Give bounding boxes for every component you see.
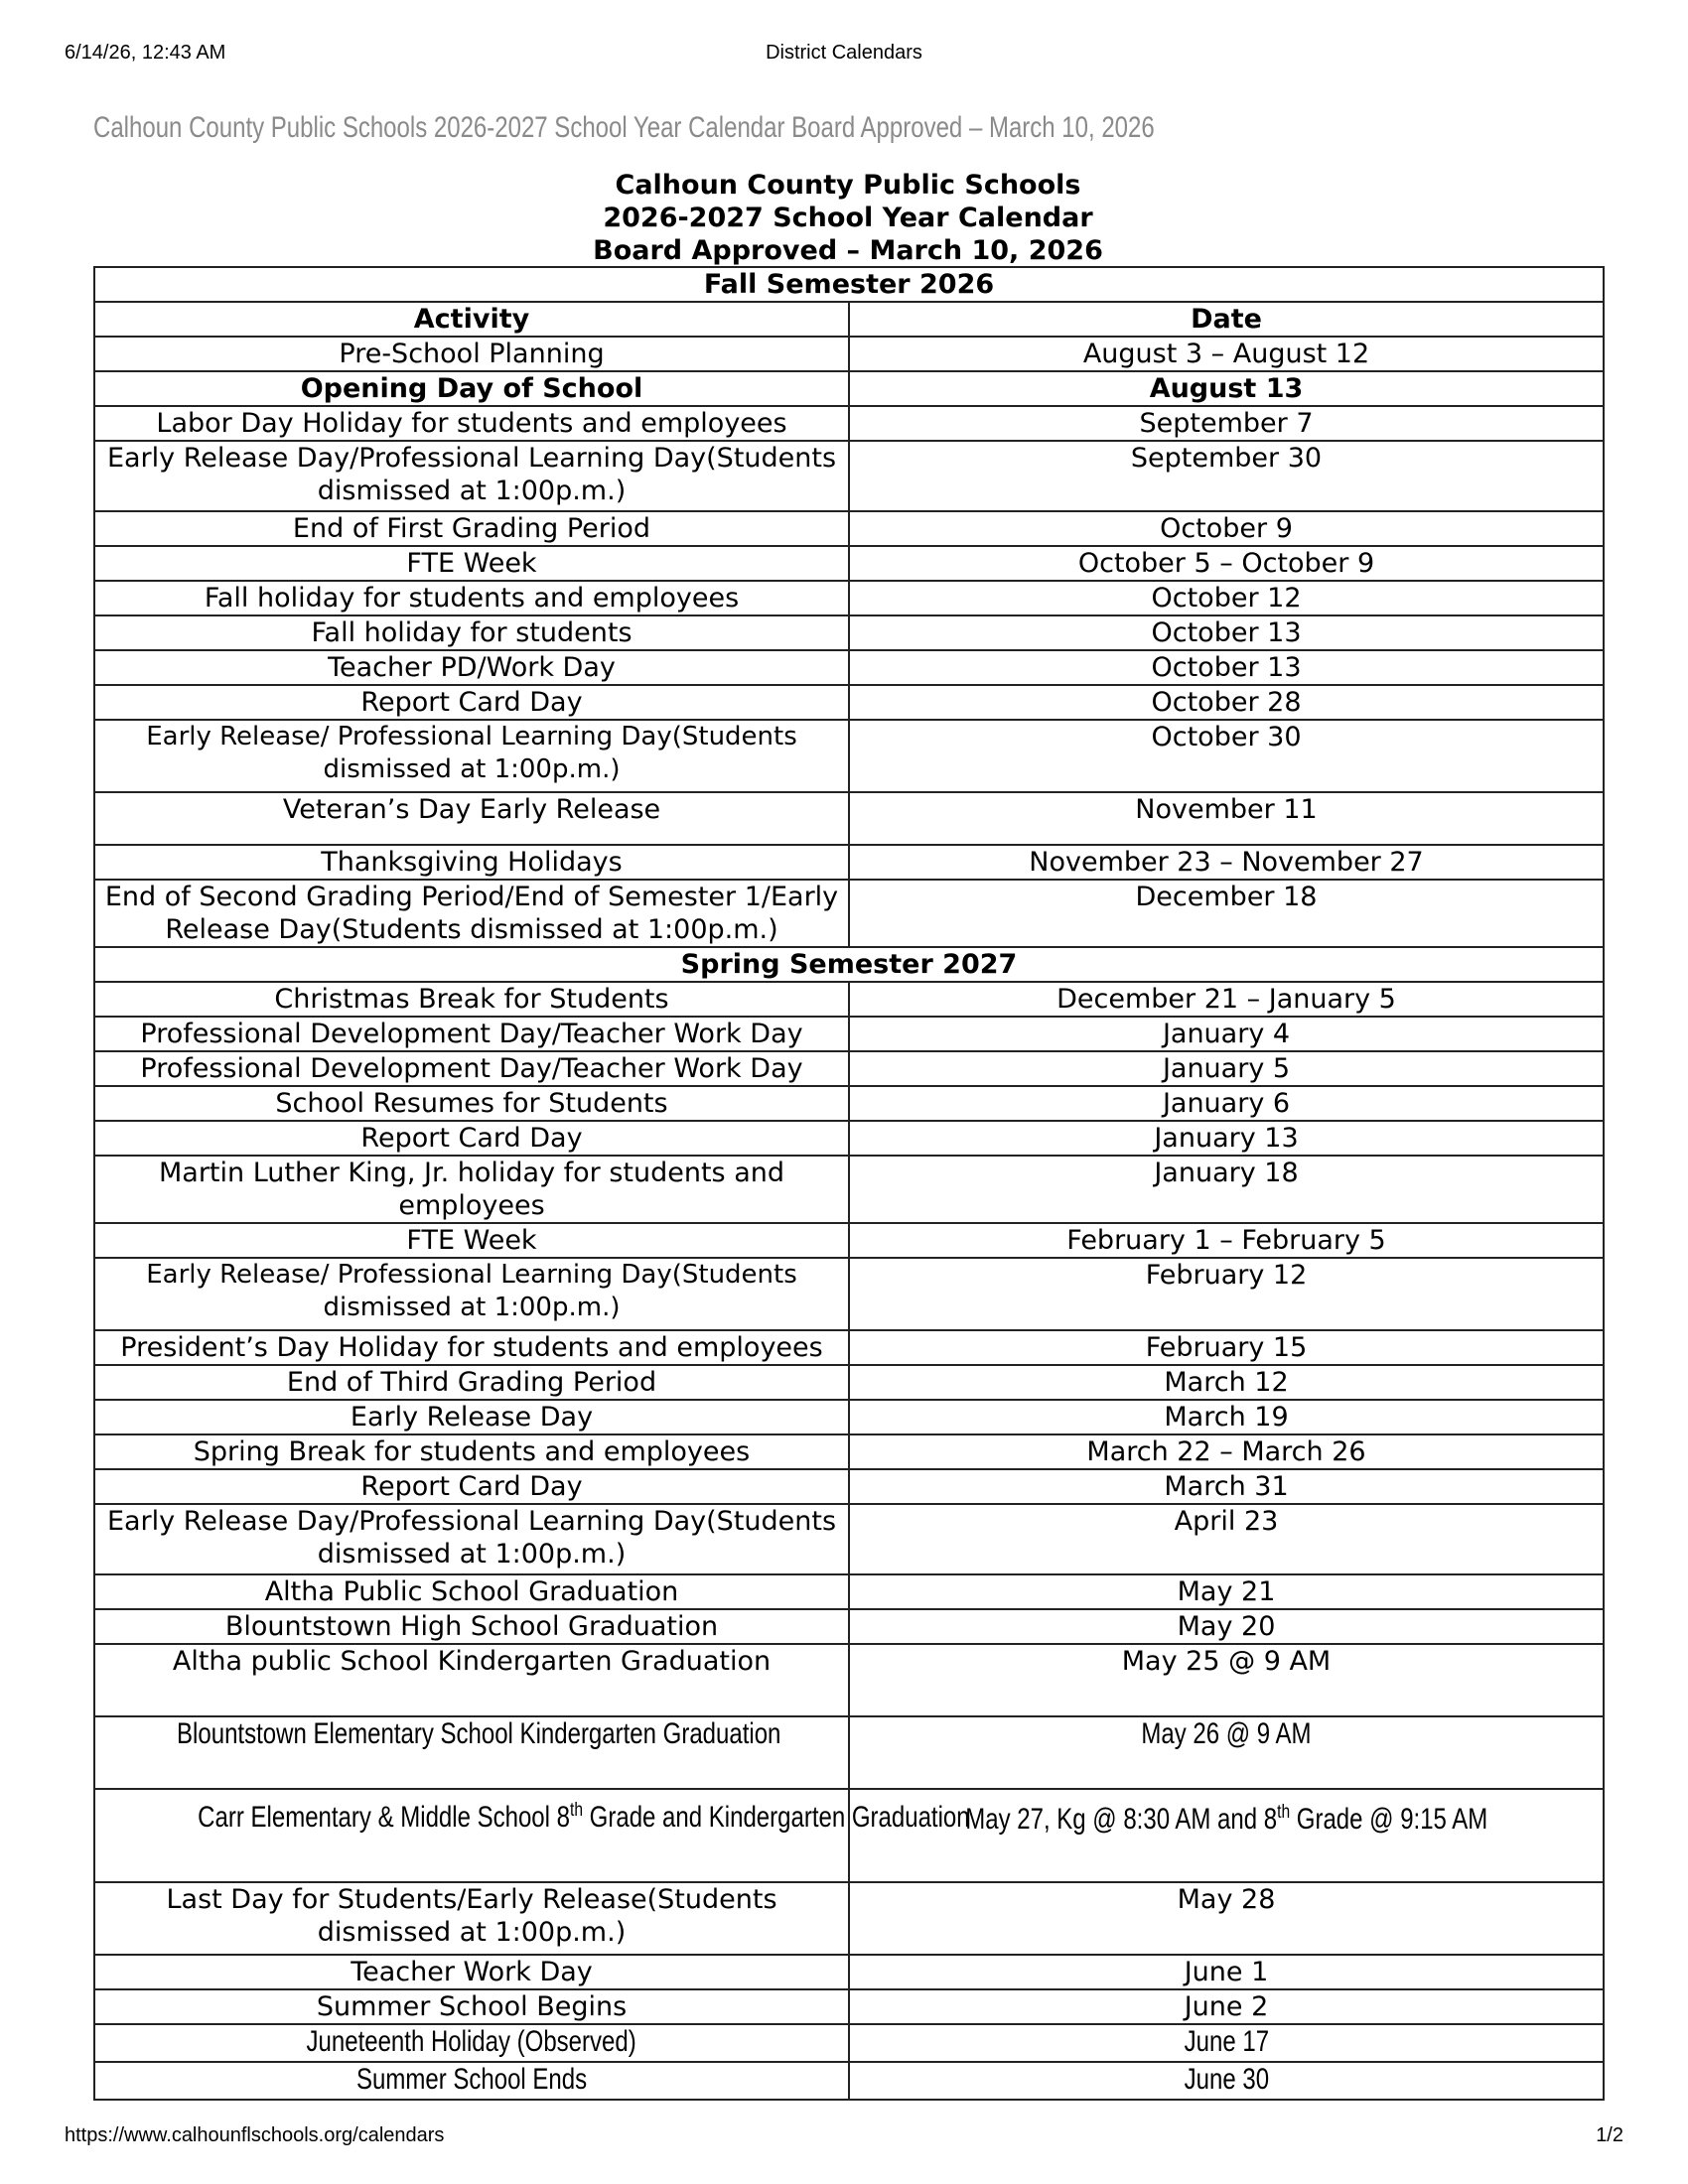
date-cell: May 21 <box>849 1574 1604 1609</box>
date-cell: November 23 – November 27 <box>849 845 1604 880</box>
activity-cell <box>94 2062 849 2100</box>
date-cell: March 19 <box>849 1400 1604 1434</box>
table-row <box>94 720 1604 792</box>
date-cell: February 12 <box>849 1258 1604 1330</box>
activity-cell: Report Card Day <box>94 1121 849 1156</box>
table-row <box>94 1086 1604 1121</box>
date-cell: January 18 <box>849 1156 1604 1223</box>
activity-cell: Professional Development Day/Teacher Work Day <box>94 1017 849 1051</box>
date-cell: March 12 <box>849 1365 1604 1400</box>
column-header-activity: Activity <box>94 302 849 337</box>
activity-cell: FTE Week <box>94 1223 849 1258</box>
activity-cell: Teacher PD/Work Day <box>94 650 849 685</box>
date-cell: October 30 <box>849 720 1604 792</box>
table-row <box>94 1955 1604 1989</box>
page-number: 1/2 <box>1596 2124 1623 2146</box>
activity-cell: FTE Week <box>94 546 849 581</box>
activity-text-part: Carr Elementary & Middle School 8 <box>198 1801 571 1834</box>
date-cell <box>849 1716 1604 1789</box>
date-cell: October 5 – October 9 <box>849 546 1604 581</box>
activity-cell: Thanksgiving Holidays <box>94 845 849 880</box>
date-cell: September 30 <box>849 441 1604 511</box>
table-row <box>94 2062 1604 2100</box>
date-cell: January 4 <box>849 1017 1604 1051</box>
activity-text <box>198 1794 969 1834</box>
activity-cell: Opening Day of School <box>94 371 849 406</box>
date-text <box>856 1794 1597 1838</box>
activity-cell: End of Third Grading Period <box>94 1365 849 1400</box>
activity-cell: Early Release Day/Professional Learning Day(Students dismissed at 1:00p.m.) <box>94 441 849 511</box>
date-cell: March 22 – March 26 <box>849 1434 1604 1469</box>
activity-cell: Spring Break for students and employees <box>94 1434 849 1469</box>
table-row <box>94 511 1604 546</box>
date-cell: January 6 <box>849 1086 1604 1121</box>
date-text: June 30 <box>1184 2063 1269 2096</box>
activity-text: Juneteenth Holiday (Observed) <box>306 2025 637 2058</box>
table-row <box>94 650 1604 685</box>
table-row <box>94 1716 1604 1789</box>
table-row <box>94 1469 1604 1504</box>
activity-cell: Professional Development Day/Teacher Work Day <box>94 1051 849 1086</box>
section-header-row <box>94 947 1604 982</box>
page-heading: Calhoun County Public Schools 2026-2027 School Year Calendar Board Approved – March 10, 2026 <box>93 111 1155 144</box>
section-header-fall: Fall Semester 2026 <box>94 267 1604 302</box>
table-row <box>94 1017 1604 1051</box>
date-text: May 26 @ 9 AM <box>1141 1717 1312 1750</box>
date-cell: October 12 <box>849 581 1604 615</box>
activity-cell: Pre-School Planning <box>94 337 849 371</box>
table-row <box>94 1882 1604 1955</box>
activity-text-part: Grade and Kindergarten Graduation <box>583 1801 970 1834</box>
activity-cell: Blountstown High School Graduation <box>94 1609 849 1644</box>
section-header-spring: Spring Semester 2027 <box>94 947 1604 982</box>
table-row <box>94 685 1604 720</box>
activity-cell: Fall holiday for students and employees <box>94 581 849 615</box>
table-row <box>94 441 1604 511</box>
date-cell: May 28 <box>849 1882 1604 1955</box>
table-row <box>94 880 1604 947</box>
table-row <box>94 1574 1604 1609</box>
table-row <box>94 1989 1604 2024</box>
column-header-row <box>94 302 1604 337</box>
date-cell: June 1 <box>849 1955 1604 1989</box>
print-datetime: 6/14/26, 12:43 AM <box>65 42 226 64</box>
date-cell: January 13 <box>849 1121 1604 1156</box>
activity-cell: Report Card Day <box>94 685 849 720</box>
table-row <box>94 982 1604 1017</box>
date-text: June 17 <box>1184 2025 1269 2058</box>
activity-cell: Early Release/ Professional Learning Day(Students dismissed at 1:00p.m.) <box>94 720 849 792</box>
ordinal-suffix: th <box>570 1799 584 1821</box>
table-row <box>94 1609 1604 1644</box>
date-cell: February 1 – February 5 <box>849 1223 1604 1258</box>
activity-cell: Martin Luther King, Jr. holiday for students and employees <box>94 1156 849 1223</box>
date-cell <box>849 1789 1604 1882</box>
date-cell: December 18 <box>849 880 1604 947</box>
document-title-line: Board Approved – March 10, 2026 <box>593 235 1103 266</box>
activity-cell: Altha public School Kindergarten Graduation <box>94 1644 849 1716</box>
activity-cell: Early Release Day/Professional Learning Day(Students dismissed at 1:00p.m.) <box>94 1504 849 1574</box>
activity-cell: Labor Day Holiday for students and employees <box>94 406 849 441</box>
date-text-part: May 27, Kg @ 8:30 AM and 8 <box>964 1803 1277 1836</box>
date-cell <box>849 2062 1604 2100</box>
date-cell: November 11 <box>849 792 1604 845</box>
date-cell: October 28 <box>849 685 1604 720</box>
date-cell: February 15 <box>849 1330 1604 1365</box>
table-row <box>94 1330 1604 1365</box>
activity-cell: Altha Public School Graduation <box>94 1574 849 1609</box>
date-cell: March 31 <box>849 1469 1604 1504</box>
table-row <box>94 337 1604 371</box>
date-cell: September 7 <box>849 406 1604 441</box>
date-cell <box>849 2024 1604 2062</box>
table-row <box>94 371 1604 406</box>
ordinal-suffix: th <box>1276 1801 1290 1823</box>
column-header-date: Date <box>849 302 1604 337</box>
date-cell: December 21 – January 5 <box>849 982 1604 1017</box>
date-cell: May 25 @ 9 AM <box>849 1644 1604 1716</box>
date-cell: October 13 <box>849 615 1604 650</box>
activity-text: Summer School Ends <box>355 2063 588 2096</box>
activity-cell: End of First Grading Period <box>94 511 849 546</box>
date-cell: October 13 <box>849 650 1604 685</box>
table-row <box>94 1051 1604 1086</box>
table-row <box>94 406 1604 441</box>
table-row <box>94 581 1604 615</box>
activity-cell <box>94 2024 849 2062</box>
table-row <box>94 1365 1604 1400</box>
date-cell: October 9 <box>849 511 1604 546</box>
activity-cell: Early Release Day <box>94 1400 849 1434</box>
table-row <box>94 1156 1604 1223</box>
activity-cell: Fall holiday for students <box>94 615 849 650</box>
table-row <box>94 2024 1604 2062</box>
date-cell: May 20 <box>849 1609 1604 1644</box>
activity-cell: End of Second Grading Period/End of Semester 1/Early Release Day(Students dismissed at 1:00p.m.) <box>94 880 849 947</box>
print-footer <box>65 2124 1623 2154</box>
table-row <box>94 1644 1604 1716</box>
table-row <box>94 1400 1604 1434</box>
print-header <box>65 42 1623 71</box>
activity-cell: Report Card Day <box>94 1469 849 1504</box>
table-row <box>94 1504 1604 1574</box>
activity-cell: Veteran’s Day Early Release <box>94 792 849 845</box>
date-text-part: Grade @ 9:15 AM <box>1289 1803 1487 1836</box>
activity-cell: Christmas Break for Students <box>94 982 849 1017</box>
activity-cell: Last Day for Students/Early Release(Students dismissed at 1:00p.m.) <box>94 1882 849 1955</box>
date-cell: April 23 <box>849 1504 1604 1574</box>
activity-cell: Early Release/ Professional Learning Day(Students dismissed at 1:00p.m.) <box>94 1258 849 1330</box>
table-row <box>94 792 1604 845</box>
table-row <box>94 546 1604 581</box>
table-row <box>94 1258 1604 1330</box>
activity-cell: President’s Day Holiday for students and employees <box>94 1330 849 1365</box>
date-cell: August 3 – August 12 <box>849 337 1604 371</box>
table-row <box>94 1223 1604 1258</box>
document-title-line: 2026-2027 School Year Calendar <box>603 203 1093 233</box>
date-cell: August 13 <box>849 371 1604 406</box>
print-page-title: District Calendars <box>766 42 922 64</box>
table-row <box>94 615 1604 650</box>
date-cell: June 2 <box>849 1989 1604 2024</box>
calendar-table <box>93 266 1605 2101</box>
table-row <box>94 1789 1604 1882</box>
activity-cell <box>94 1716 849 1789</box>
activity-cell: Teacher Work Day <box>94 1955 849 1989</box>
document-title-line: Calhoun County Public Schools <box>615 170 1081 201</box>
table-row <box>94 1434 1604 1469</box>
date-cell: January 5 <box>849 1051 1604 1086</box>
page-url: https://www.calhounflschools.org/calendars <box>65 2124 445 2146</box>
activity-cell <box>94 1789 970 1882</box>
activity-text: Blountstown Elementary School Kindergarten Graduation <box>177 1717 781 1750</box>
section-header-row <box>94 267 1604 302</box>
activity-cell: Summer School Begins <box>94 1989 849 2024</box>
table-row <box>94 1121 1604 1156</box>
document-title <box>93 169 1603 267</box>
activity-cell: School Resumes for Students <box>94 1086 849 1121</box>
table-row <box>94 845 1604 880</box>
